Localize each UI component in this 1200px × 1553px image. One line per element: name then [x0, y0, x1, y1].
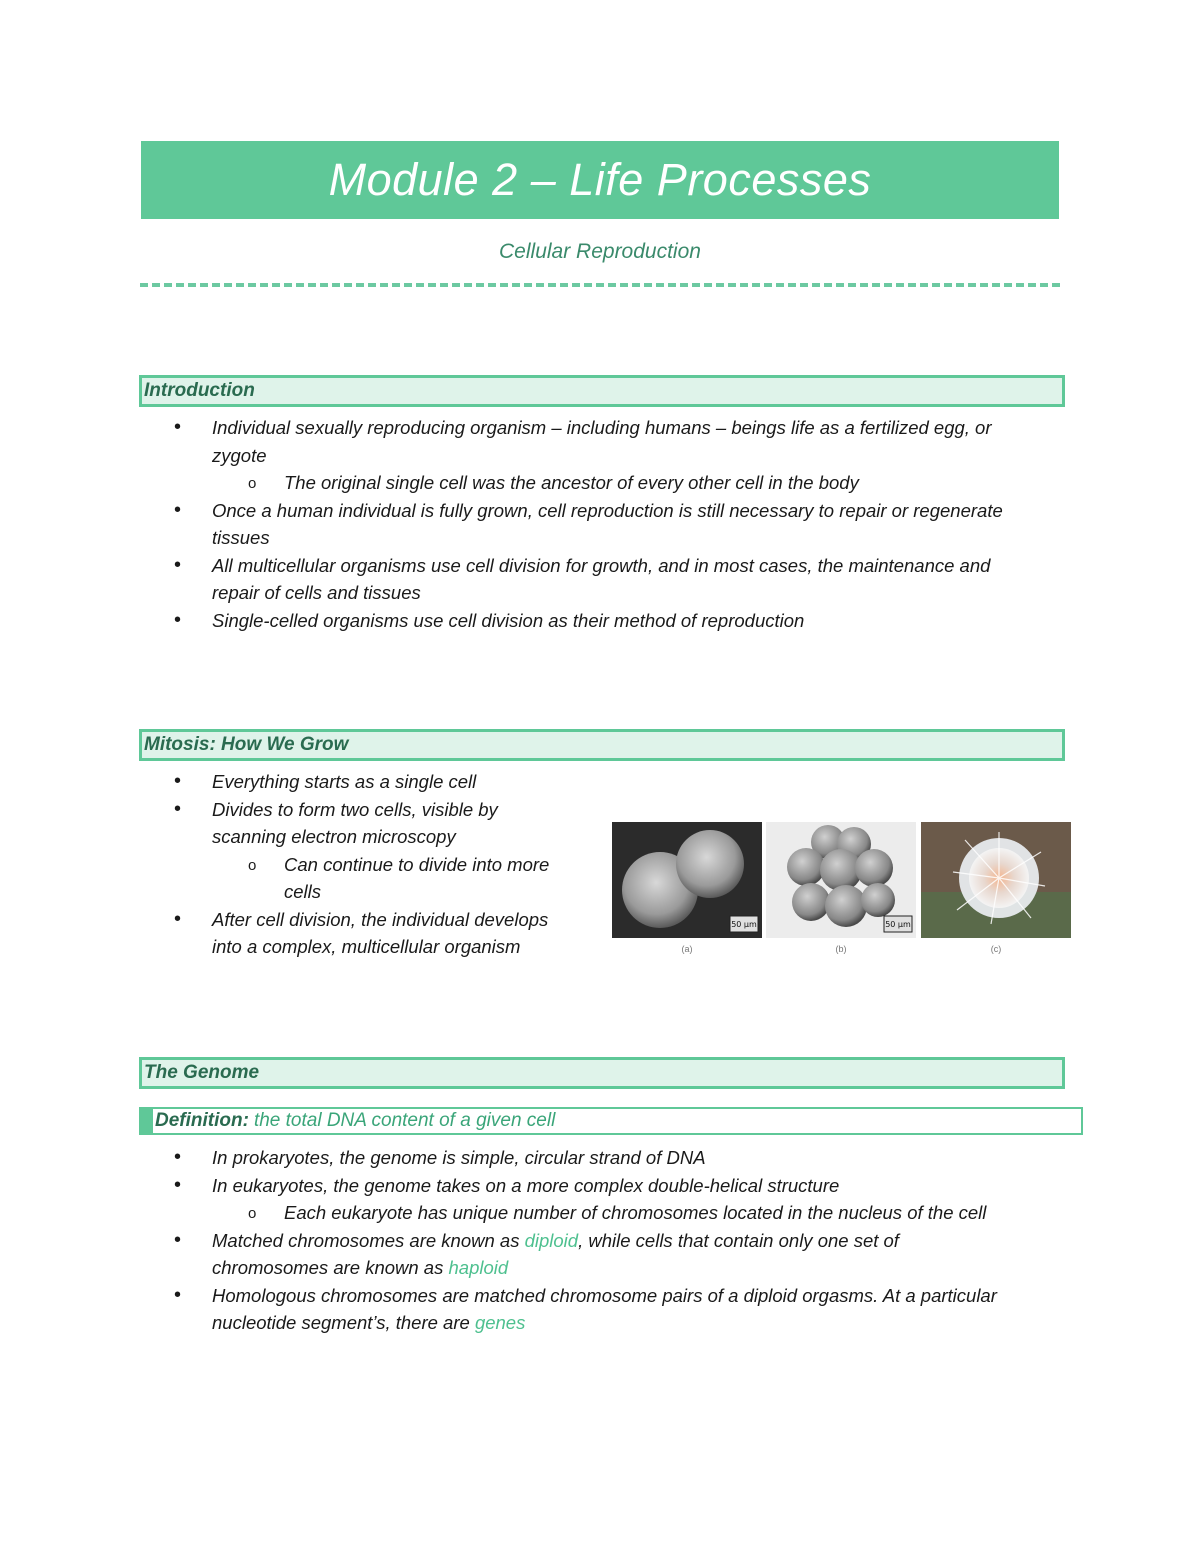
term-diploid: diploid [524, 1229, 579, 1251]
list-item-continuation [140, 524, 1070, 552]
list-item: • All multicellular organisms use cell division for growth, and in most cases, the maintenance and [140, 552, 1070, 580]
two-cell-embryo-image [612, 822, 762, 938]
list-item-diploid [140, 1227, 1070, 1255]
list-item: • Single-celled organisms use cell division as their method of reproduction [140, 607, 1070, 635]
list-item-homologous: • Homologous chromosomes are matched chromosome pairs of a diploid orgasms. At a particular [140, 1282, 1070, 1310]
list-item: • Divides to form two cells, visible by [140, 796, 600, 824]
page-title: Module 2 – Life Processes [328, 154, 872, 205]
section-heading-label: The Genome [144, 1062, 260, 1083]
list-item: • Individual sexually reproducing organism – including humans – beings life as a fertilized egg, or [140, 414, 1070, 442]
list-item-text: into a complex, multicellular organism [212, 936, 521, 957]
list-item-text: chromosomes are known as [212, 1257, 449, 1278]
section-heading-mitosis [139, 729, 1065, 761]
section-heading-genome [139, 1057, 1065, 1089]
list-item-continuation [140, 1254, 1070, 1282]
sub-list-item: o The original single cell was the ancestor of every other cell in the body [140, 469, 1070, 497]
list-item-text: , while cells that contain only one set of [578, 1229, 899, 1251]
list-item-continuation [140, 933, 600, 961]
list-item: • After cell division, the individual develops [140, 906, 600, 934]
list-item-text: tissues [212, 527, 270, 548]
sub-list-item: o Each eukaryote has unique number of chromosomes located in the nucleus of the cell [140, 1199, 1070, 1227]
list-item-text: Matched chromosomes are known as [212, 1229, 525, 1251]
sub-list-item: o Can continue to divide into more [140, 851, 600, 879]
mitosis-list [140, 768, 600, 961]
definition-label: Definition: [155, 1110, 249, 1131]
list-item-continuation [140, 1309, 1070, 1337]
list-item-text: cells [284, 881, 322, 902]
cell-division-figure [612, 822, 1072, 962]
list-item-continuation [140, 823, 600, 851]
figure-caption: (b) [835, 944, 847, 954]
intro-list [140, 414, 1070, 634]
scale-bar-label: 50 μm [731, 920, 757, 929]
list-item: • In prokaryotes, the genome is simple, circular strand of DNA [140, 1144, 1070, 1172]
section-heading-label: Introduction [144, 380, 255, 401]
figure-caption: (c) [990, 944, 1002, 954]
definition-box [139, 1107, 1083, 1135]
page-subtitle: Cellular Reproduction [499, 240, 701, 263]
section-heading-introduction [139, 375, 1065, 407]
morula-image [766, 822, 916, 938]
header-divider [140, 283, 1060, 287]
list-item-text: scanning electron microscopy [212, 826, 456, 847]
section-heading-label: Mitosis: How We Grow [144, 734, 349, 755]
scale-bar-label: 50 μm [885, 920, 911, 929]
term-genes: genes [474, 1312, 526, 1333]
list-item: • Once a human individual is fully grown, cell reproduction is still necessary to repair or regenerate [140, 497, 1070, 525]
sea-urchin-image [921, 822, 1071, 938]
list-item-text: zygote [212, 444, 267, 466]
genome-list [140, 1144, 1070, 1337]
definition-text: the total DNA content of a given cell [253, 1110, 556, 1131]
title-banner [141, 141, 1059, 219]
list-item-continuation [140, 442, 1070, 470]
sub-list-item-continuation [140, 878, 600, 906]
list-item-continuation [140, 579, 1070, 607]
term-haploid: haploid [448, 1257, 509, 1278]
list-item-text: repair of cells and tissues [212, 582, 421, 603]
list-item-text: nucleotide segment’s, there are [212, 1312, 475, 1333]
list-item: • In eukaryotes, the genome takes on a more complex double-helical structure [140, 1172, 1070, 1200]
list-item: • Everything starts as a single cell [140, 768, 600, 796]
figure-caption: (a) [681, 944, 693, 954]
